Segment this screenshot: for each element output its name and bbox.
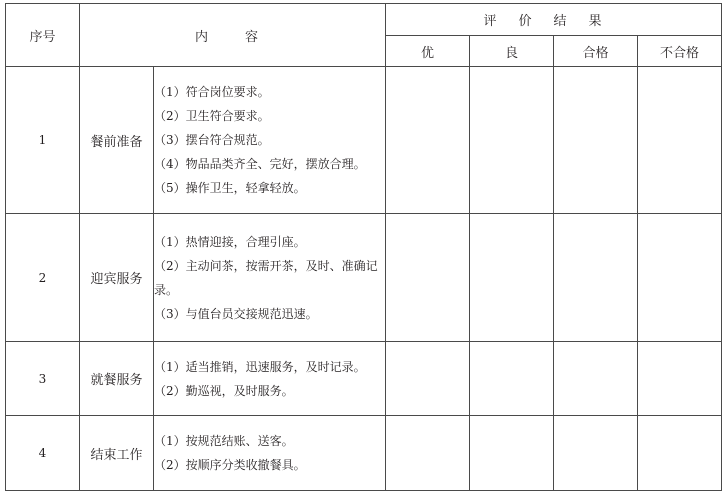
header-grade-excellent: 优 bbox=[386, 36, 470, 67]
table-row bbox=[6, 67, 722, 214]
grade-cell-excellent[interactable] bbox=[386, 416, 470, 491]
content-item: （4）物品品类齐全、完好，摆放合理。 bbox=[154, 157, 366, 171]
content-item: （2）勤巡视，及时服务。 bbox=[154, 383, 294, 398]
row-category: 迎宾服务 bbox=[80, 214, 154, 342]
content-item: （1）适当推销，迅速服务，及时记录。 bbox=[154, 359, 366, 374]
header-content bbox=[80, 4, 386, 67]
row-content bbox=[154, 214, 386, 342]
content-item: （1）热情迎接，合理引座。 bbox=[154, 234, 306, 249]
header-seq: 序号 bbox=[6, 4, 80, 67]
row-number: 2 bbox=[6, 214, 80, 342]
header-grade-fail: 不合格 bbox=[638, 36, 722, 67]
grade-cell-pass[interactable] bbox=[554, 416, 638, 491]
row-category: 结束工作 bbox=[80, 416, 154, 491]
grade-cell-pass[interactable] bbox=[554, 214, 638, 342]
grade-cell-excellent[interactable] bbox=[386, 342, 470, 416]
content-item: （5）操作卫生，轻拿轻放。 bbox=[154, 181, 306, 195]
content-item: （2）主动问茶，按需开茶，及时、准确记录。 bbox=[154, 258, 378, 297]
header-grade-pass: 合格 bbox=[554, 36, 638, 67]
content-item: （1）符合岗位要求。 bbox=[154, 85, 270, 99]
grade-cell-fail[interactable] bbox=[638, 67, 722, 214]
table-row bbox=[6, 214, 722, 342]
row-category: 就餐服务 bbox=[80, 342, 154, 416]
grade-cell-excellent[interactable] bbox=[386, 214, 470, 342]
content-item: （2）按顺序分类收撤餐具。 bbox=[154, 458, 306, 472]
row-content bbox=[154, 67, 386, 214]
header-result bbox=[386, 4, 722, 36]
grade-cell-good[interactable] bbox=[470, 214, 554, 342]
grade-cell-fail[interactable] bbox=[638, 416, 722, 491]
grade-cell-fail[interactable] bbox=[638, 342, 722, 416]
content-item: （2）卫生符合要求。 bbox=[154, 109, 270, 123]
content-item: （3）摆台符合规范。 bbox=[154, 133, 270, 147]
grade-cell-good[interactable] bbox=[470, 67, 554, 214]
table-row bbox=[6, 342, 722, 416]
header-result-label: 评价结果 bbox=[483, 14, 624, 29]
grade-cell-fail[interactable] bbox=[638, 214, 722, 342]
row-number: 3 bbox=[6, 342, 80, 416]
row-content bbox=[154, 342, 386, 416]
content-item: （3）与值台员交接规范迅速。 bbox=[154, 306, 318, 321]
content-item: （1）按规范结账、送客。 bbox=[154, 434, 294, 448]
table-row bbox=[6, 416, 722, 491]
grade-cell-good[interactable] bbox=[470, 342, 554, 416]
row-number: 1 bbox=[6, 67, 80, 214]
evaluation-table bbox=[5, 3, 722, 491]
header-content-label: 内 容 bbox=[195, 29, 271, 45]
grade-cell-pass[interactable] bbox=[554, 342, 638, 416]
grade-cell-good[interactable] bbox=[470, 416, 554, 491]
row-content bbox=[154, 416, 386, 491]
grade-cell-pass[interactable] bbox=[554, 67, 638, 214]
row-number: 4 bbox=[6, 416, 80, 491]
row-category: 餐前准备 bbox=[80, 67, 154, 214]
grade-cell-excellent[interactable] bbox=[386, 67, 470, 214]
header-grade-good: 良 bbox=[470, 36, 554, 67]
